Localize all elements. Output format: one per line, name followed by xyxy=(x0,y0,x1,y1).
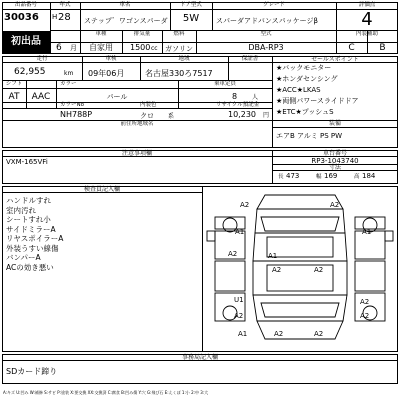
damage-code: A2 xyxy=(228,250,238,258)
year-label: 年式 xyxy=(59,2,71,8)
model-code-label: 型式 xyxy=(260,31,272,37)
usage-label: 車種 xyxy=(95,31,107,37)
recycle-label: リサイクル預託金 xyxy=(216,102,260,108)
seat-count: 8 xyxy=(232,92,238,101)
fuel-label: 燃料 xyxy=(173,31,185,37)
trans-label: シフト xyxy=(5,81,23,87)
model-month: 6 xyxy=(56,43,62,53)
length-value: 473 xyxy=(286,172,300,180)
color-no-label: カラーNo xyxy=(60,102,84,108)
grade-name: スパーダアドバンスパッケージβ xyxy=(216,17,318,25)
grade-eval-label: 内装補助 xyxy=(355,31,378,37)
displacement-unit: cc xyxy=(151,45,158,52)
mileage-value: 62,955 xyxy=(14,67,46,77)
inspection-header: 検査員記入欄 xyxy=(83,186,120,193)
seller-text: SDカード蹄り xyxy=(6,367,58,376)
usage-value: 自家用 xyxy=(89,43,113,52)
inspection-date: 09年06月 xyxy=(88,69,125,78)
damage-code: A2 xyxy=(314,266,324,274)
interior-grade: C xyxy=(348,43,355,53)
displacement-value: 1500 xyxy=(130,43,151,52)
fuel-value: ガソリン xyxy=(165,45,193,53)
recycle-unit: 円 xyxy=(263,112,270,119)
damage-code: A1 xyxy=(235,228,245,236)
damage-code: A2 xyxy=(240,201,250,209)
damage-code: A2 xyxy=(272,266,282,274)
inspection-item: リヤスポイラーA xyxy=(6,234,64,243)
notes-header: 注意事項欄 xyxy=(121,150,152,157)
lot-no-label: 出品番号 xyxy=(14,2,37,8)
length-label: 長 xyxy=(278,174,284,180)
damage-code: A2 xyxy=(360,298,370,306)
damage-code: A2 xyxy=(274,330,284,338)
damage-code: A1 xyxy=(268,252,278,260)
damage-code: A2 xyxy=(360,312,370,320)
sales-point: ★両側パワースライドドア xyxy=(276,97,359,105)
sales-point: ★ETC★プッシュS xyxy=(276,108,334,116)
interior-color-unit: 系 xyxy=(168,113,175,120)
door-label: ドア型式 xyxy=(180,2,202,8)
vin-header: 車台番号 xyxy=(322,150,347,157)
year-era: H xyxy=(52,13,58,21)
warranty-label: 保証書 xyxy=(241,56,259,62)
sales-point: ★バックモニター xyxy=(276,64,332,72)
equipment-header: 装備 xyxy=(328,120,341,127)
inspection-item: ACの効き悪い xyxy=(6,262,54,272)
displacement-label: 排気量 xyxy=(133,31,151,37)
month-unit: 月 xyxy=(70,44,77,52)
width-label: 幅 xyxy=(316,174,322,180)
seats-label: 乗車定員 xyxy=(213,81,236,87)
damage-code: A1 xyxy=(362,228,372,236)
grade-label: グレード xyxy=(262,2,285,8)
mileage-label: 走行 xyxy=(36,56,48,62)
inspection-label: 車検 xyxy=(105,56,117,62)
model-code: DBA-RP3 xyxy=(248,43,284,52)
width-value: 169 xyxy=(324,172,338,180)
mileage-unit: km xyxy=(64,70,74,77)
plate-number: 名古屋330ろ7517 xyxy=(145,69,213,78)
inspection-item: ハンドルすれ xyxy=(6,196,51,205)
interior-color-label: 内装色 xyxy=(140,102,157,108)
damage-code: A2 xyxy=(330,201,340,209)
prev-owner-label: 前住所地域名 xyxy=(120,121,154,127)
seller-header: 事務局記入欄 xyxy=(181,354,218,361)
exterior-grade: B xyxy=(379,43,386,53)
inspection-item: バンパーA xyxy=(6,253,41,262)
notes-text: VXM-165VFi xyxy=(6,158,48,166)
damage-code: A1 xyxy=(238,330,248,338)
door-type: 5W xyxy=(182,13,200,24)
model-name: ステップ゛ワゴンスパーダ xyxy=(84,17,168,25)
inspection-item: シートすれ小 xyxy=(6,215,51,224)
equipment-list: エアB アルミ PS PW xyxy=(276,132,343,140)
sales-point: ★ACC★LKAS xyxy=(276,86,321,94)
model-year: 28 xyxy=(58,12,71,23)
recycle-amount: 10,230 xyxy=(228,110,256,119)
sales-points-header: セールスポイント xyxy=(311,56,359,63)
transmission: AT xyxy=(8,92,20,102)
damage-code: A2 xyxy=(234,312,244,320)
lot-number: 30036 xyxy=(4,12,39,23)
vin-number: RP3-1043740 xyxy=(311,157,359,165)
air-conditioning: AAC xyxy=(31,92,51,102)
damage-code: U1 xyxy=(234,296,244,304)
seats-unit: 人 xyxy=(252,94,259,101)
color-name: パール xyxy=(106,93,128,101)
car-damage-diagram xyxy=(203,187,397,351)
location-label: 地域 xyxy=(178,56,190,62)
inspection-item: 室内汚れ xyxy=(6,205,36,215)
model-label: 車名 xyxy=(119,2,131,8)
color-code: NH788P xyxy=(60,110,93,119)
score-value: 4 xyxy=(361,9,373,30)
footer-legend: A:キズ U:凹み W:補修 S:サビ P:塗装 X:要交換 XX:交換済 C:腐食 B:凹み傷 Y:穴 G:飛び石 E:えくぼ 1:小 2:中 3:大 xyxy=(3,390,209,395)
score-label: 評価点 xyxy=(358,2,376,8)
size-header: 寸法 xyxy=(328,164,341,171)
inspection-item: 外装うすい線傷 xyxy=(6,243,59,253)
color-label: カラー xyxy=(60,81,77,87)
first-listing-badge: 初出品 xyxy=(2,31,50,53)
sales-point: ★ホンダセンシング xyxy=(276,75,338,83)
interior-color: クロ xyxy=(140,112,154,120)
inspection-item: サイドミラーA xyxy=(6,224,56,234)
damage-code: A2 xyxy=(314,330,324,338)
height-label: 高 xyxy=(354,174,360,180)
height-value: 184 xyxy=(362,172,376,180)
